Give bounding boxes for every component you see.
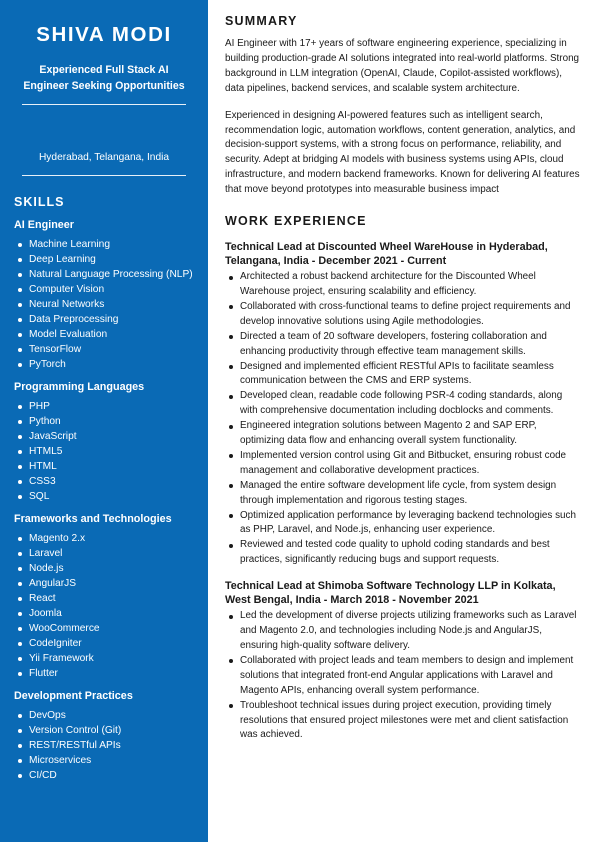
job-title: Technical Lead at Discounted Wheel WareHouse in Hyderabad, Telangana, India - December 2021 - Current [225, 241, 548, 267]
job-bullet: Implemented version control using Git and Bitbucket, ensuring robust code management and collaborative development practices. [225, 449, 581, 479]
skill-item: CodeIgniter [14, 636, 194, 651]
work-experience-section [225, 241, 581, 743]
job-bullet: Collaborated with cross-functional teams to define project requirements and develop innovative solutions using Agile methodologies. [225, 300, 581, 330]
job-bullet: Reviewed and tested code quality to uphold coding standards and best practices, significantly reducing bugs and support requests. [225, 538, 581, 568]
skill-item: Python [14, 414, 194, 429]
job-bullet: Directed a team of 20 software developers, fostering collaboration and enhancing productivity through effective team management skills. [225, 330, 581, 360]
candidate-name: SHIVA MODI [36, 23, 172, 46]
summary-paragraph: Experienced in designing AI-powered features such as intelligent search, recommendation logic, automation workflows, content generation, analytics, and decision-support systems, with a strong focus on performance, reliability, and security. Adept at bridging AI models with business systems using APIs, cloud infrastructure, and modern backend frameworks. Known for delivering AI features that move beyond prototypes into measurable business impact [225, 109, 580, 196]
skill-item: DevOps [14, 708, 194, 723]
skill-item: Laravel [14, 546, 194, 561]
skill-item: Yii Framework [14, 651, 194, 666]
skill-item: Deep Learning [14, 252, 194, 267]
skill-item: Data Preprocessing [14, 312, 194, 327]
summary-paragraph: AI Engineer with 17+ years of software engineering experience, specializing in building production-grade AI solutions integrated into real-world platforms. Strong background in LLM integration (OpenAI, Claude, Copilot-assisted workflows), data pipelines, backend services, and scalable system architecture. [225, 38, 580, 94]
job-bullet: Led the development of diverse projects utilizing frameworks such as Laravel and Magento 2.0, and technologies including Node.js and AngularJS, ensuring high-quality software delivery. [225, 609, 581, 654]
skill-groups [14, 218, 194, 783]
skill-item: Microservices [14, 753, 194, 768]
skill-item: CSS3 [14, 474, 194, 489]
job-bullet: Optimized application performance by leveraging backend technologies such as PHP, Laravel, and Node.js, enhancing user experience. [225, 509, 581, 539]
skill-item: REST/RESTful APIs [14, 738, 194, 753]
skill-item: Magento 2.x [14, 531, 194, 546]
job-bullet: Collaborated with project leads and team members to design and implement solutions that integrated front-end Angular applications with Laravel and Magento APIs, enhancing overall system performance. [225, 654, 581, 699]
divider [22, 104, 186, 105]
skill-item: Computer Vision [14, 282, 194, 297]
skill-group-title: Programming Languages [14, 381, 145, 393]
job-bullet: Designed and implemented efficient RESTful APIs to facilitate seamless communication between the CMS and ERP systems. [225, 360, 581, 390]
skill-item: React [14, 591, 194, 606]
job-bullet: Architected a robust backend architecture for the Discounted Wheel Warehouse project, ensuring scalability and efficiency. [225, 270, 581, 300]
skill-item: Machine Learning [14, 237, 194, 252]
skill-list [14, 531, 194, 681]
skill-item: SQL [14, 489, 194, 504]
skill-list [14, 399, 194, 504]
skill-item: CI/CD [14, 768, 194, 783]
summary-heading: SUMMARY [225, 14, 298, 28]
skill-item: HTML [14, 459, 194, 474]
job-bullet: Troubleshoot technical issues during project execution, providing timely resolutions that ensured project milestones were met and client satisfaction was achieved. [225, 699, 581, 744]
divider [22, 175, 186, 176]
job-title: Technical Lead at Shimoba Software Technology LLP in Kolkata, West Bengal, India - March 2018 - November 2021 [225, 580, 556, 606]
candidate-headline: Experienced Full Stack AI Engineer Seeking Opportunities [23, 64, 185, 92]
sidebar [0, 0, 208, 842]
summary-section [225, 37, 581, 198]
skills-heading: SKILLS [14, 195, 65, 209]
skill-item: PyTorch [14, 357, 194, 372]
skill-item: JavaScript [14, 429, 194, 444]
skill-group-title: AI Engineer [14, 219, 74, 231]
skill-item: Model Evaluation [14, 327, 194, 342]
skill-item: WooCommerce [14, 621, 194, 636]
skill-item: AngularJS [14, 576, 194, 591]
skill-item: Joomla [14, 606, 194, 621]
skill-list [14, 237, 194, 372]
skill-item: HTML5 [14, 444, 194, 459]
job-bullet-list [225, 609, 581, 743]
main-content [225, 0, 581, 842]
job-bullet: Managed the entire software development life cycle, from system design through implementation and rigorous testing stages. [225, 479, 581, 509]
skill-list [14, 708, 194, 783]
job-bullet: Engineered integration solutions between Magento 2 and SAP ERP, optimizing data flow and enhancing overall system functionality. [225, 419, 581, 449]
skill-item: Natural Language Processing (NLP) [14, 267, 194, 282]
skill-item: TensorFlow [14, 342, 194, 357]
skill-group-title: Frameworks and Technologies [14, 513, 172, 525]
job-bullet: Developed clean, readable code following PSR-4 coding standards, along with comprehensive documentation including docblocks and comments. [225, 389, 581, 419]
skill-item: Flutter [14, 666, 194, 681]
skill-item: Version Control (Git) [14, 723, 194, 738]
candidate-location: Hyderabad, Telangana, India [38, 152, 170, 163]
work-experience-heading: WORK EXPERIENCE [225, 214, 367, 229]
skill-group-title: Development Practices [14, 690, 133, 702]
job-bullet-list [225, 270, 581, 568]
skill-item: Neural Networks [14, 297, 194, 312]
skill-item: Node.js [14, 561, 194, 576]
skill-item: PHP [14, 399, 194, 414]
